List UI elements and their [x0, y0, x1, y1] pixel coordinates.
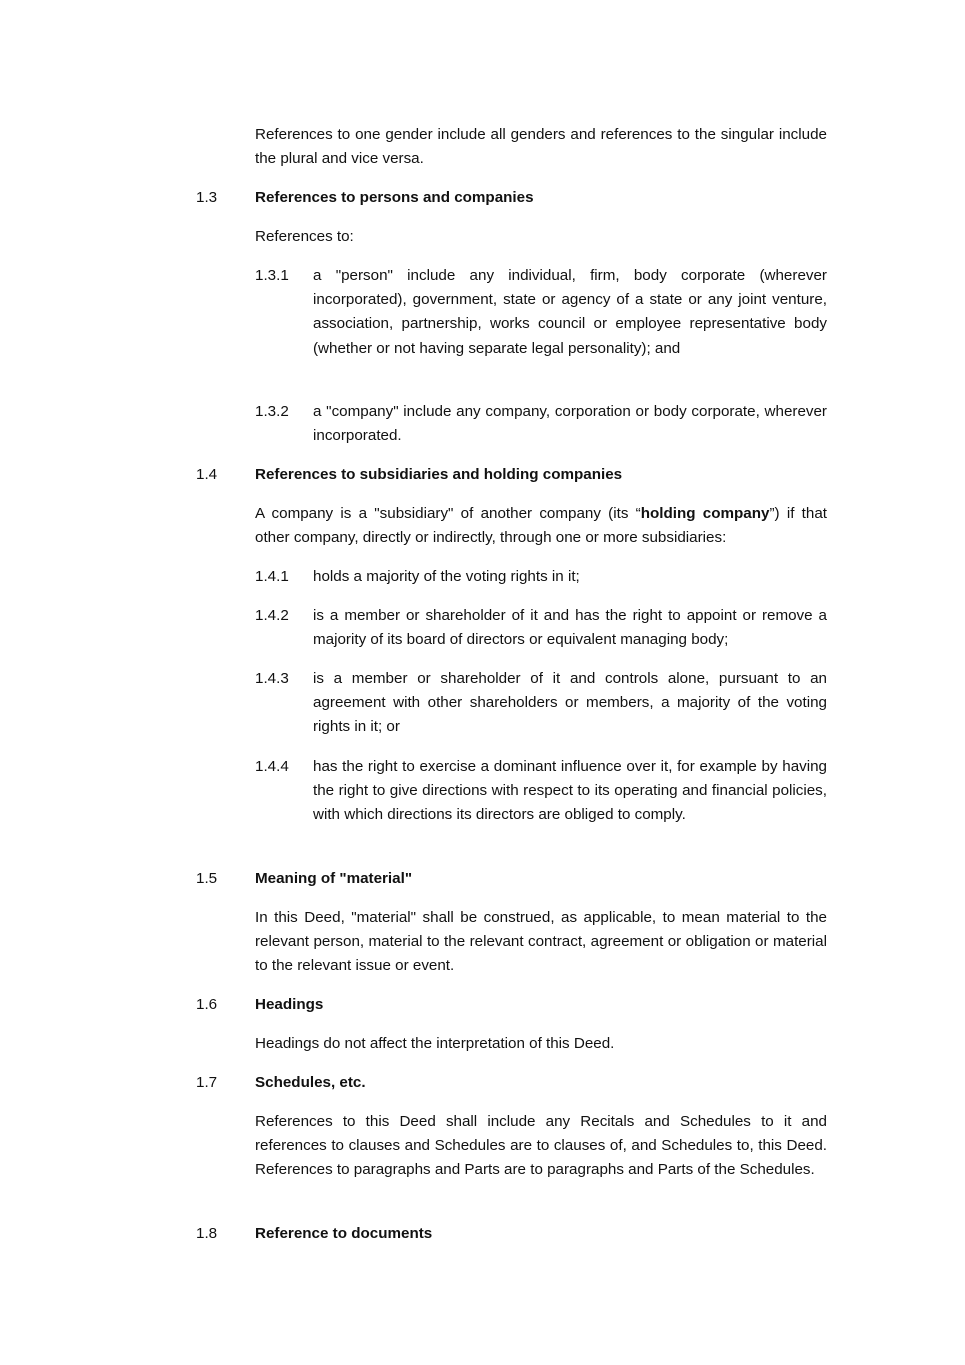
section-lead-1-4: [255, 502, 827, 550]
clause-number-1-4-2: 1.4.2: [255, 607, 289, 624]
section-heading-1-8: Reference to documents: [255, 1225, 433, 1242]
lead-text-start: A company is a "subsidiary" of another company (its “: [255, 505, 641, 522]
intro-paragraph: References to one gender include all genders and references to the singular include the plural and vice versa.: [255, 126, 827, 168]
section-heading-1-4: References to subsidiaries and holding companies: [255, 466, 623, 483]
clause-text-1-4-3: is a member or shareholder of it and controls alone, pursuant to an agreement with other shareholders or members, a majority of the voting rights in it; or: [313, 670, 827, 736]
section-heading-1-6: Headings: [255, 996, 324, 1013]
section-heading-1-5: Meaning of "material": [255, 870, 413, 887]
clause-number-1-3-1: 1.3.1: [255, 267, 289, 284]
section-text-1-6: Headings do not affect the interpretation of this Deed.: [255, 1035, 615, 1052]
section-lead-1-3: References to:: [255, 228, 354, 245]
section-number-1-5: 1.5: [196, 870, 218, 887]
section-heading-1-7: Schedules, etc.: [255, 1074, 366, 1091]
section-text-1-5: In this Deed, "material" shall be construed, as applicable, to mean material to the relevant person, material to the relevant contract, agreement or obligation or material to the relevant issue or event.: [255, 909, 827, 975]
clause-text-1-4-2: is a member or shareholder of it and has the right to appoint or remove a majority of its board of directors or equivalent managing body;: [313, 607, 827, 649]
section-number-1-4: 1.4: [196, 466, 218, 483]
clause-text-1-4-4: has the right to exercise a dominant influence over it, for example by having the right to give directions with respect to its operating and financial policies, with which directions its directors are obliged to comply.: [313, 758, 827, 824]
section-number-1-3: 1.3: [196, 189, 218, 206]
section-heading-1-3: References to persons and companies: [255, 189, 534, 206]
section-number-1-8: 1.8: [196, 1225, 218, 1242]
section-number-1-6: 1.6: [196, 996, 218, 1013]
clause-number-1-4-4: 1.4.4: [255, 758, 289, 775]
clause-number-1-3-2: 1.3.2: [255, 403, 289, 420]
defined-term-holding-company: holding company: [640, 505, 770, 522]
clause-text-1-3-1: a "person" include any individual, firm, body corporate (wherever incorporated), government, state or agency of a state or any joint venture, association, partnership, works council or employee representative body (whether or not having separate legal personality); and: [313, 267, 827, 357]
section-text-1-7: References to this Deed shall include any Recitals and Schedules to it and references to clauses and Schedules are to clauses of, and Schedules to, this Deed. References to paragraphs and Parts are to paragraphs and Parts of the Schedules.: [255, 1113, 827, 1179]
section-number-1-7: 1.7: [196, 1074, 218, 1091]
lead-text-end: ”) if that other company, directly or indirectly, through one or more subsidiaries:: [255, 505, 827, 547]
clause-number-1-4-1: 1.4.1: [255, 568, 289, 585]
clause-text-1-4-1: holds a majority of the voting rights in it;: [313, 568, 580, 585]
clause-number-1-4-3: 1.4.3: [255, 670, 289, 687]
clause-text-1-3-2: a "company" include any company, corporation or body corporate, wherever incorporated.: [313, 403, 827, 445]
